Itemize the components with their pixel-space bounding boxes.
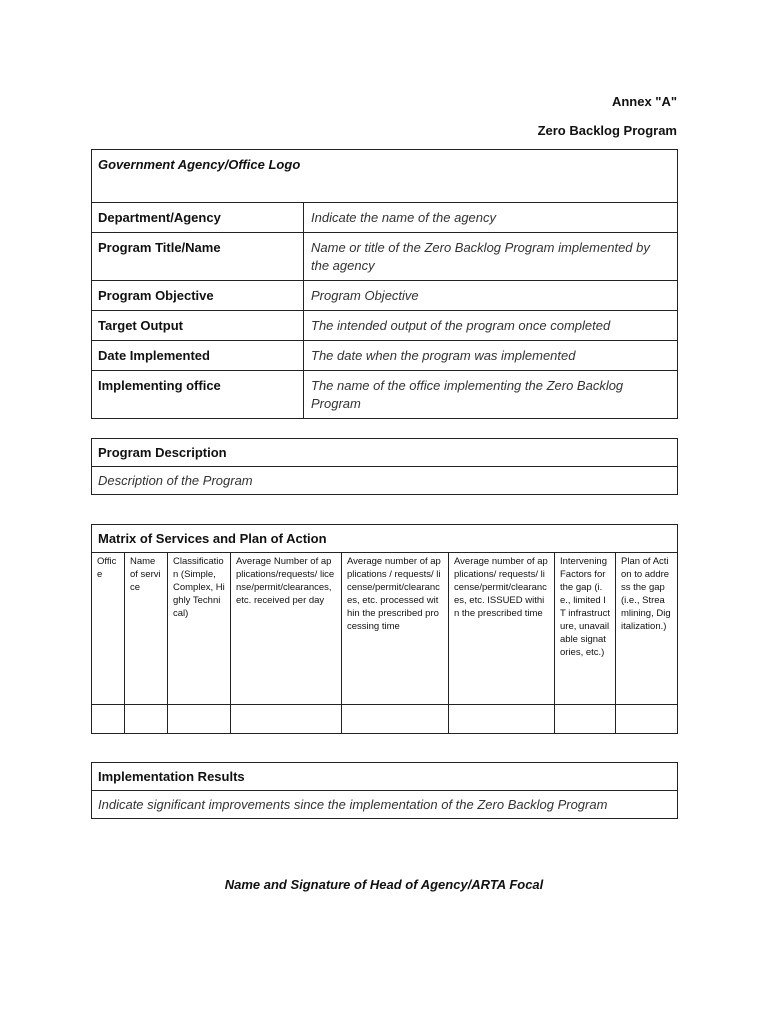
info-label: Target Output	[92, 311, 304, 341]
matrix-cell[interactable]	[555, 705, 616, 734]
program-info-table	[91, 149, 678, 419]
matrix-cell[interactable]	[125, 705, 168, 734]
info-label: Date Implemented	[92, 341, 304, 371]
matrix-empty-row	[92, 705, 678, 734]
info-value: The name of the office implementing the Zero Backlog Program	[304, 371, 678, 419]
program-description-table	[91, 438, 678, 495]
matrix-column-header: Average number of applications/ requests/ license/permit/clearances, etc. ISSUED within the prescribed time	[449, 553, 555, 705]
matrix-column-header: Average number of applications / requests/ license/permit/clearances, etc. processed within the prescribed processing time	[342, 553, 449, 705]
matrix-heading: Matrix of Services and Plan of Action	[92, 525, 678, 553]
matrix-cell[interactable]	[342, 705, 449, 734]
matrix-cell[interactable]	[616, 705, 678, 734]
matrix-cell[interactable]	[92, 705, 125, 734]
services-matrix-table	[91, 524, 678, 734]
info-row	[92, 233, 678, 281]
info-value: Program Objective	[304, 281, 678, 311]
logo-row	[92, 150, 678, 203]
info-label: Implementing office	[92, 371, 304, 419]
matrix-column-header: Classification (Simple, Complex, Highly Technical)	[168, 553, 231, 705]
info-row	[92, 203, 678, 233]
implementation-results-table	[91, 762, 678, 819]
matrix-column-header: Name of service	[125, 553, 168, 705]
description-heading: Program Description	[92, 439, 678, 467]
matrix-column-header: Plan of Action to address the gap (i.e., Streamlining, Digitalization.)	[616, 553, 678, 705]
info-row	[92, 311, 678, 341]
info-value: The intended output of the program once completed	[304, 311, 678, 341]
signature-line: Name and Signature of Head of Agency/ARTA Focal	[224, 877, 544, 892]
info-row	[92, 281, 678, 311]
document-title: Zero Backlog Program	[537, 123, 677, 138]
matrix-column-header: Average Number of applications/requests/ license/permit/clearances, etc. received per day	[231, 553, 342, 705]
matrix-cell[interactable]	[168, 705, 231, 734]
matrix-header-row	[92, 553, 678, 705]
annex-label: Annex "A"	[611, 94, 677, 109]
info-value: The date when the program was implemented	[304, 341, 678, 371]
matrix-cell[interactable]	[231, 705, 342, 734]
matrix-column-header: Intervening Factors for the gap (i.e., limited IT infrastructure, unavailable signatories, etc.)	[555, 553, 616, 705]
info-label: Department/Agency	[92, 203, 304, 233]
info-value: Name or title of the Zero Backlog Program implemented by the agency	[304, 233, 678, 281]
info-label: Program Title/Name	[92, 233, 304, 281]
matrix-column-header: Office	[92, 553, 125, 705]
info-row	[92, 341, 678, 371]
info-label: Program Objective	[92, 281, 304, 311]
info-row	[92, 371, 678, 419]
matrix-cell[interactable]	[449, 705, 555, 734]
logo-placeholder: Government Agency/Office Logo	[92, 150, 678, 203]
results-body: Indicate significant improvements since the implementation of the Zero Backlog Program	[92, 791, 678, 819]
info-value: Indicate the name of the agency	[304, 203, 678, 233]
results-heading: Implementation Results	[92, 763, 678, 791]
description-body: Description of the Program	[92, 467, 678, 495]
